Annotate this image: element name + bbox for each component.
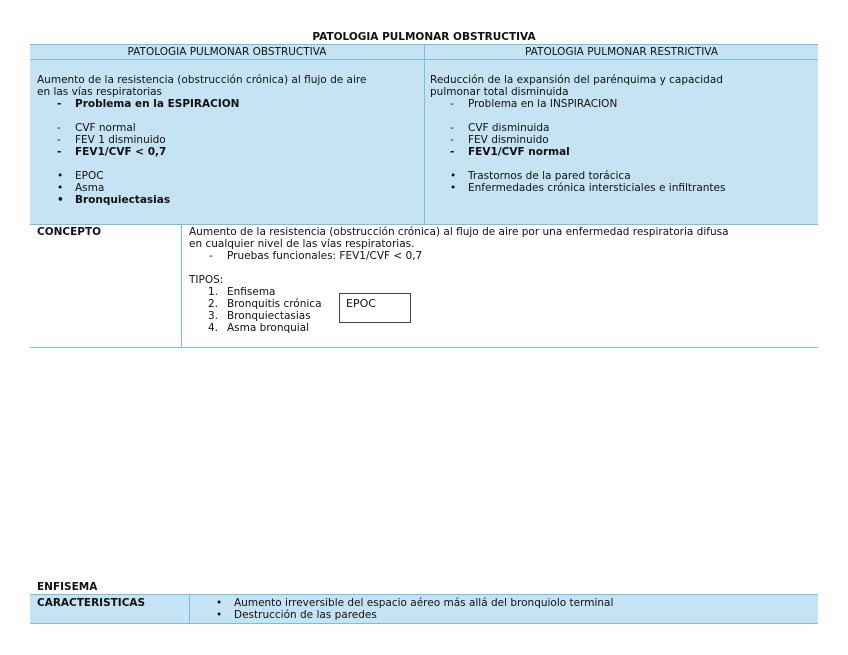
disease-item <box>430 182 814 194</box>
tipo-item <box>189 286 814 298</box>
concepto-content <box>189 226 814 334</box>
tipo-item <box>189 310 814 322</box>
number-marker: 2. <box>208 298 219 310</box>
disease-item <box>37 170 421 182</box>
key-point-text: Problema en la INSPIRACION <box>468 98 618 110</box>
bullet-marker: • <box>57 194 64 206</box>
tipo-text: Enfisema <box>227 286 276 298</box>
bullet-marker: • <box>57 170 64 182</box>
restrictiva-description-line: Reducción de la expansión del parénquima y capacidad <box>430 74 723 86</box>
test-item <box>430 122 814 134</box>
test-text: CVF disminuida <box>468 122 550 134</box>
bullet-marker: • <box>216 597 223 609</box>
enfisema-heading: ENFISEMA <box>37 581 98 593</box>
bullet-marker: • <box>450 182 457 194</box>
dash-marker: - <box>57 134 61 146</box>
bullet-marker: • <box>57 182 64 194</box>
test-text: FEV1/CVF < 0,7 <box>75 146 167 158</box>
tipo-text: Bronquitis crónica <box>227 298 322 310</box>
obstructiva-description-line: Aumento de la resistencia (obstrucción crónica) al flujo de aire <box>37 74 367 86</box>
disease-item <box>430 170 814 182</box>
number-marker: 1. <box>208 286 219 298</box>
key-point-text: Problema en la ESPIRACION <box>75 98 240 110</box>
dash-marker: - <box>450 134 454 146</box>
test-item <box>37 122 421 134</box>
disease-text: Enfermedades crónica intersticiales e infiltrantes <box>468 182 726 194</box>
enfisema-top-border <box>30 594 818 595</box>
dash-marker: - <box>450 146 455 158</box>
enfisema-items <box>196 597 811 621</box>
concepto-top-border <box>30 224 818 225</box>
enfisema-bottom-border <box>30 623 818 624</box>
disease-item <box>37 182 421 194</box>
tipos-label: TIPOS: <box>189 274 224 286</box>
disease-text: EPOC <box>75 170 104 182</box>
tipo-item <box>189 298 814 310</box>
test-item <box>37 134 421 146</box>
disease-item <box>37 194 421 206</box>
tipo-text: Bronquiectasias <box>227 310 311 322</box>
concepto-text-line: Aumento de la resistencia (obstrucción crónica) al flujo de aire por una enfermedad respiratoria difusa <box>189 226 729 238</box>
dash-marker: - <box>57 122 61 134</box>
restrictiva-header: PATOLOGIA PULMONAR RESTRICTIVA <box>525 46 718 58</box>
disease-text: Bronquiectasias <box>75 194 171 206</box>
test-text: FEV 1 disminuido <box>75 134 166 146</box>
enfisema-column-divider <box>189 594 190 623</box>
test-item <box>430 146 814 158</box>
obstructiva-column <box>37 74 421 206</box>
concepto-text-line: en cualquier nivel de las vías respiratorias. <box>189 238 415 250</box>
test-item <box>430 134 814 146</box>
test-item <box>37 146 421 158</box>
dash-marker: - <box>57 98 62 110</box>
bullet-marker: • <box>216 609 223 621</box>
dash-marker: - <box>57 146 62 158</box>
concepto-label: CONCEPTO <box>37 226 102 238</box>
test-text: FEV1/CVF normal <box>468 146 570 158</box>
dash-marker: - <box>209 250 213 262</box>
test-text: FEV disminuido <box>468 134 549 146</box>
enfisema-item-text: Destrucción de las paredes <box>234 609 377 621</box>
bullet-marker: • <box>450 170 457 182</box>
enfisema-item <box>196 597 811 609</box>
enfisema-item-text: Aumento irreversible del espacio aéreo más allá del bronquiolo terminal <box>234 597 614 609</box>
obstructiva-key-point <box>37 98 421 110</box>
restrictiva-column <box>430 74 814 194</box>
tipo-text: Asma bronquial <box>227 322 310 334</box>
concepto-bottom-border <box>30 347 818 348</box>
concepto-column-divider <box>181 224 182 347</box>
caracteristicas-label: CARACTERISTICAS <box>37 597 146 609</box>
dash-marker: - <box>450 122 454 134</box>
tipo-item <box>189 322 814 334</box>
dash-marker: - <box>450 98 454 110</box>
restrictiva-description-line: pulmonar total disminuida <box>430 86 569 98</box>
number-marker: 4. <box>208 322 219 334</box>
obstructiva-header: PATOLOGIA PULMONAR OBSTRUCTIVA <box>127 46 327 58</box>
obstructiva-description-line: en las vías respiratorias <box>37 86 163 98</box>
comparison-column-divider <box>424 44 425 224</box>
test-text: CVF normal <box>75 122 136 134</box>
document-title: PATOLOGIA PULMONAR OBSTRUCTIVA <box>312 31 536 43</box>
disease-text: Trastornos de la pared torácica <box>468 170 631 182</box>
disease-text: Asma <box>75 182 105 194</box>
concepto-test <box>189 250 814 262</box>
enfisema-item <box>196 609 811 621</box>
concepto-test-text: Pruebas funcionales: FEV1/CVF < 0,7 <box>227 250 423 262</box>
number-marker: 3. <box>208 310 219 322</box>
epoc-textbox: EPOC <box>339 293 411 323</box>
restrictiva-key-point <box>430 98 814 110</box>
